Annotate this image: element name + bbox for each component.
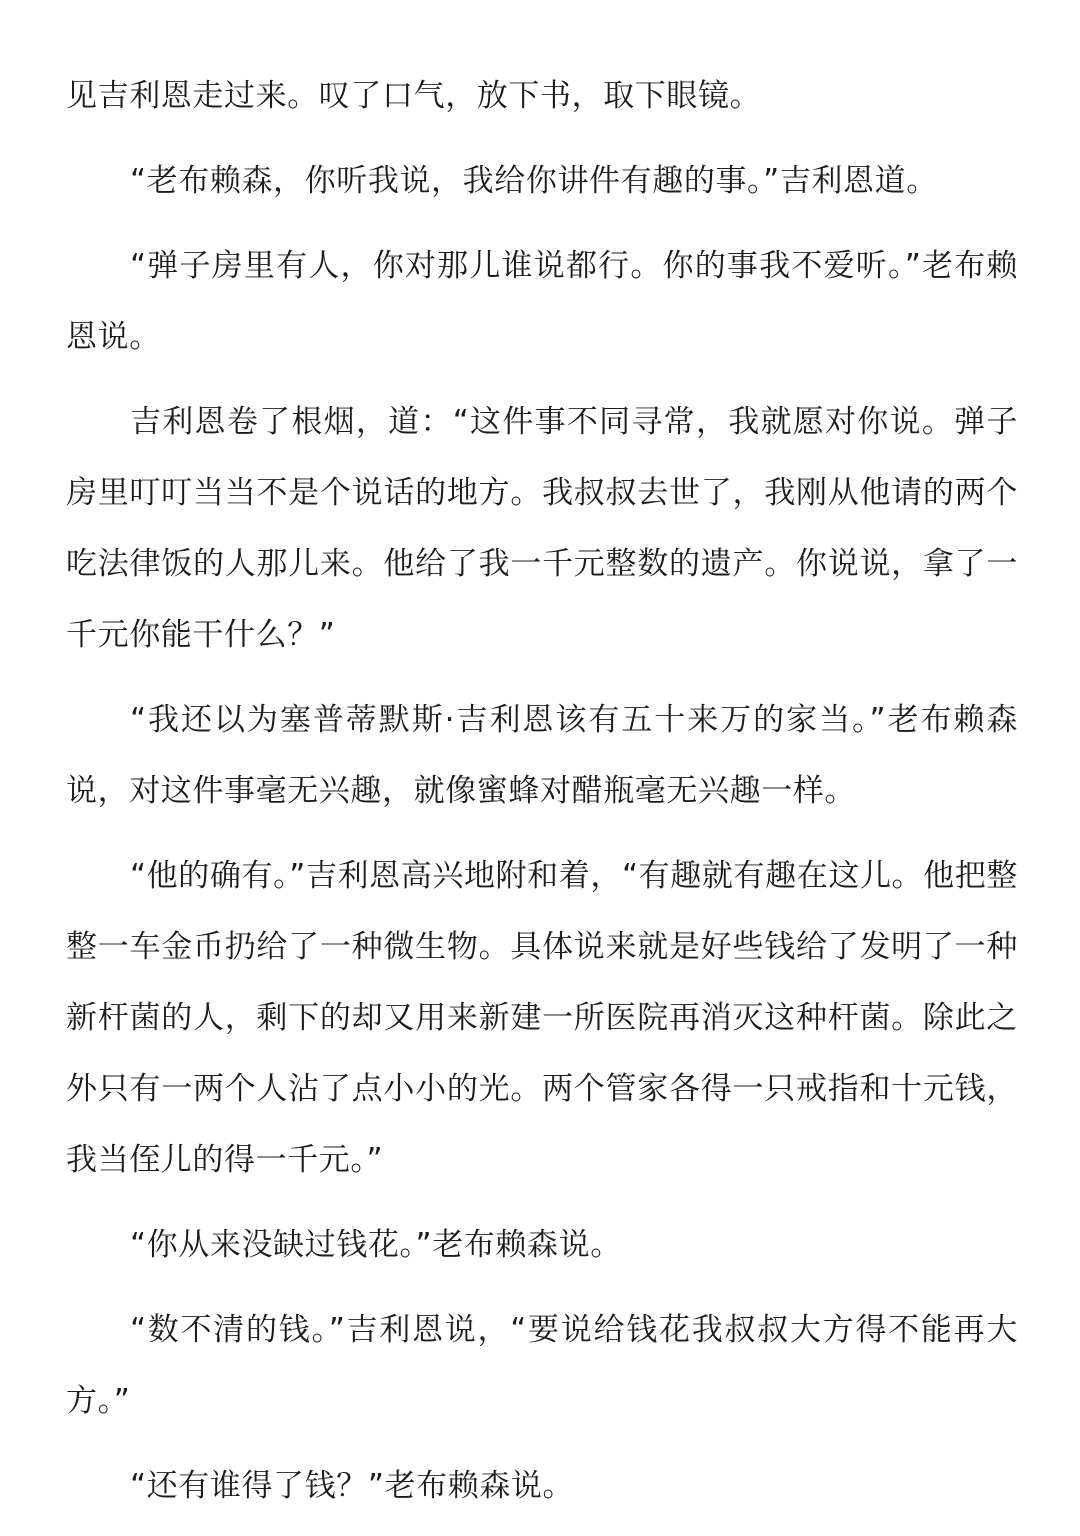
document-page [66,61,1018,1536]
paragraph-8: “数不清的钱。”吉利恩说，“要说给钱花我叔叔大方得不能再大方。” [66,1312,1018,1419]
paragraph-7: “你从来没缺过钱花。”老布赖森说。 [130,1227,622,1263]
paragraph-5: “我还以为塞普蒂默斯·吉利恩该有五十来万的家当。”老布赖森说，对这件事毫无兴趣，就像蜜蜂对醋瓶毫无兴趣一样。 [66,702,1018,809]
paragraph-3: “弹子房里有人，你对那儿谁说都行。你的事我不爱听。”老布赖恩说。 [66,248,1018,355]
paragraph-4: 吉利恩卷了根烟，道：“这件事不同寻常，我就愿对你说。弹子房里叮叮当当不是个说话的地方。我叔叔去世了，我刚从他请的两个吃法律饭的人那儿来。他给了我一千元整数的遗产。你说说，拿了一千元你能干什么？” [66,404,1018,653]
paragraph-9: “还有谁得了钱？”老布赖森说。 [130,1468,575,1504]
paragraph-6: “他的确有。”吉利恩高兴地附和着，“有趣就有趣在这儿。他把整整一车金币扔给了一种微生物。具体说来就是好些钱给了发明了一种新杆菌的人，剩下的却又用来新建一所医院再消灭这种杆菌。除此之外只有一两个人沾了点小小的光。两个管家各得一只戒指和十元钱，我当侄儿的得一千元。” [66,858,1018,1178]
paragraph-2: “老布赖森，你听我说，我给你讲件有趣的事。”吉利恩道。 [130,163,938,199]
paragraph-1: 见吉利恩走过来。叹了口气，放下书，取下眼镜。 [66,78,762,114]
